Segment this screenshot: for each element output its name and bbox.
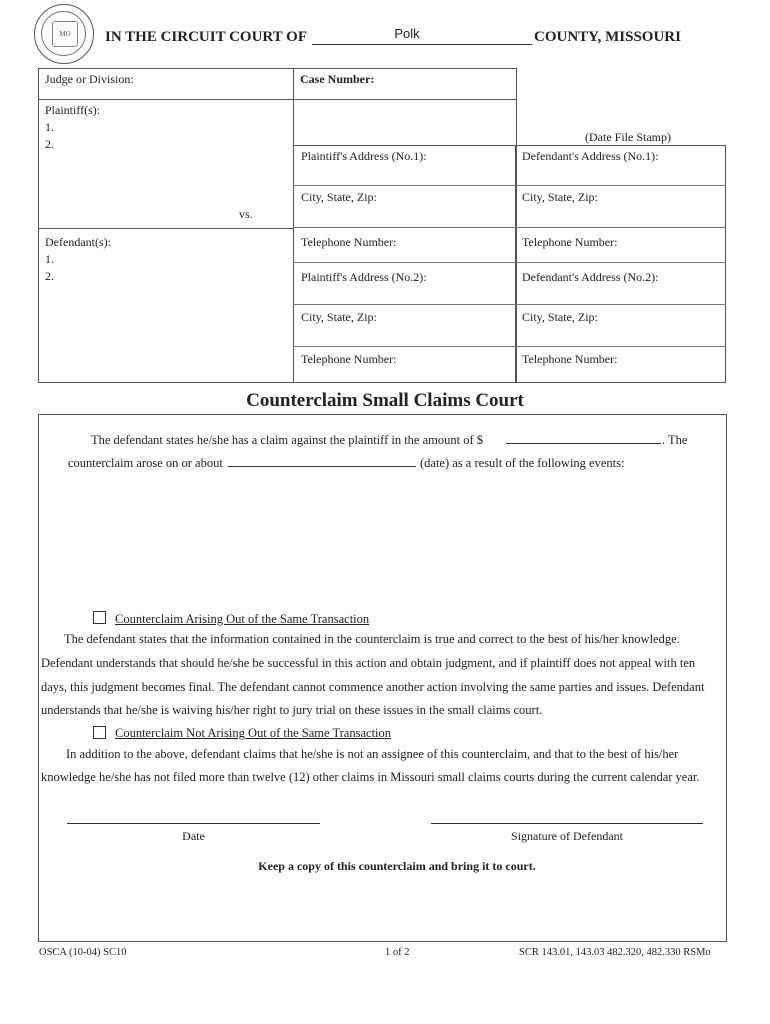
form-title: Counterclaim Small Claims Court (246, 390, 524, 411)
defendants-label: Defendant(s): (45, 235, 111, 249)
plaintiff-city-1-label: City, State, Zip: (301, 190, 377, 204)
versus-label: vs. (239, 207, 253, 221)
plaintiff-address-2-label: Plaintiff's Address (No.2): (301, 270, 427, 284)
not-same-transaction-checkbox[interactable] (93, 726, 106, 739)
date-signature-line[interactable] (67, 823, 320, 824)
defendant-address-1-label: Defendant's Address (No.1): (522, 149, 659, 163)
defendant-signature-line[interactable] (431, 823, 703, 824)
claim-amount-text: The defendant states he/she has a claim against the plaintiff in the amount of $ (91, 433, 484, 447)
option2-line-1: In addition to the above, defendant claims that he/she is not an assignee of this counterclaim, and that to the best of his/her (66, 747, 679, 761)
defendant-phone-2-label: Telephone Number: (522, 352, 618, 366)
plaintiff-phone-2-label: Telephone Number: (301, 352, 397, 366)
judge-label: Judge or Division: (45, 72, 134, 86)
claim-date-field[interactable] (228, 466, 416, 467)
claim-date-text: counterclaim arose on or about (68, 456, 223, 470)
defendant-address-2-label: Defendant's Address (No.2): (522, 270, 659, 284)
court-title-suffix: COUNTY, MISSOURI (534, 29, 681, 45)
caption-header-rule (38, 99, 516, 100)
address-rule-3 (293, 262, 726, 263)
option1-line-3: days, this judgment becomes final. The defendant cannot commence another action involving the same parties and issues. Defendant (41, 680, 705, 694)
form-id: OSCA (10-04) SC10 (39, 947, 127, 958)
claim-date-end: (date) as a result of the following events: (420, 456, 625, 470)
claim-amount-end: . The (662, 433, 688, 447)
option1-line-4: understands that he/she is waiving his/her right to jury trial on these issues in the small claims court. (41, 703, 543, 717)
page-number: 1 of 2 (385, 947, 410, 958)
same-transaction-label: Counterclaim Arising Out of the Same Transaction (115, 612, 370, 626)
address-rule-4 (293, 304, 726, 305)
plaintiff-1: 1. (45, 120, 54, 134)
plaintiff-address-1-label: Plaintiff's Address (No.1): (301, 149, 427, 163)
plaintiffs-label: Plaintiff(s): (45, 103, 101, 117)
county-underline (312, 44, 532, 45)
court-title-prefix: IN THE CIRCUIT COURT OF (105, 29, 308, 45)
plaintiff-city-2-label: City, State, Zip: (301, 310, 377, 324)
defendant-1: 1. (45, 252, 54, 266)
same-transaction-checkbox[interactable] (93, 611, 106, 624)
defendant-city-1-label: City, State, Zip: (522, 190, 598, 204)
address-rule-1 (293, 185, 726, 186)
case-number-label: Case Number: (300, 72, 375, 86)
plaintiff-phone-1-label: Telephone Number: (301, 235, 397, 249)
defendant-phone-1-label: Telephone Number: (522, 235, 618, 249)
claim-amount-field[interactable] (506, 443, 661, 444)
address-rule-5 (293, 346, 726, 347)
defendant-2: 2. (45, 269, 54, 283)
option1-line-2: Defendant understands that should he/she be successful in this action and obtain judgment, and if plaintiff does not appeal with ten (41, 656, 696, 670)
address-rule-2 (293, 227, 726, 228)
option2-line-2: knowledge he/she has not filed more than twelve (12) other claims in Missouri small claims courts during the current calendar year. (41, 770, 700, 784)
date-file-stamp: (Date File Stamp) (585, 130, 671, 144)
county-field[interactable]: Polk (394, 26, 420, 41)
plaintiff-2: 2. (45, 137, 54, 151)
statute-reference: SCR 143.01, 143.03 482.320, 482.330 RSMo (519, 947, 711, 958)
address-grid (293, 145, 726, 383)
missouri-seal-icon: MO (34, 4, 94, 64)
date-label: Date (182, 829, 205, 843)
defendant-city-2-label: City, State, Zip: (522, 310, 598, 324)
not-same-transaction-label: Counterclaim Not Arising Out of the Same Transaction (115, 726, 392, 740)
signature-label: Signature of Defendant (511, 829, 623, 843)
keep-copy-note: Keep a copy of this counterclaim and bring it to court. (258, 859, 536, 873)
option1-line-1: The defendant states that the information contained in the counterclaim is true and correct to the best of his/her knowledge. (64, 632, 680, 646)
caption-party-rule (38, 228, 294, 229)
